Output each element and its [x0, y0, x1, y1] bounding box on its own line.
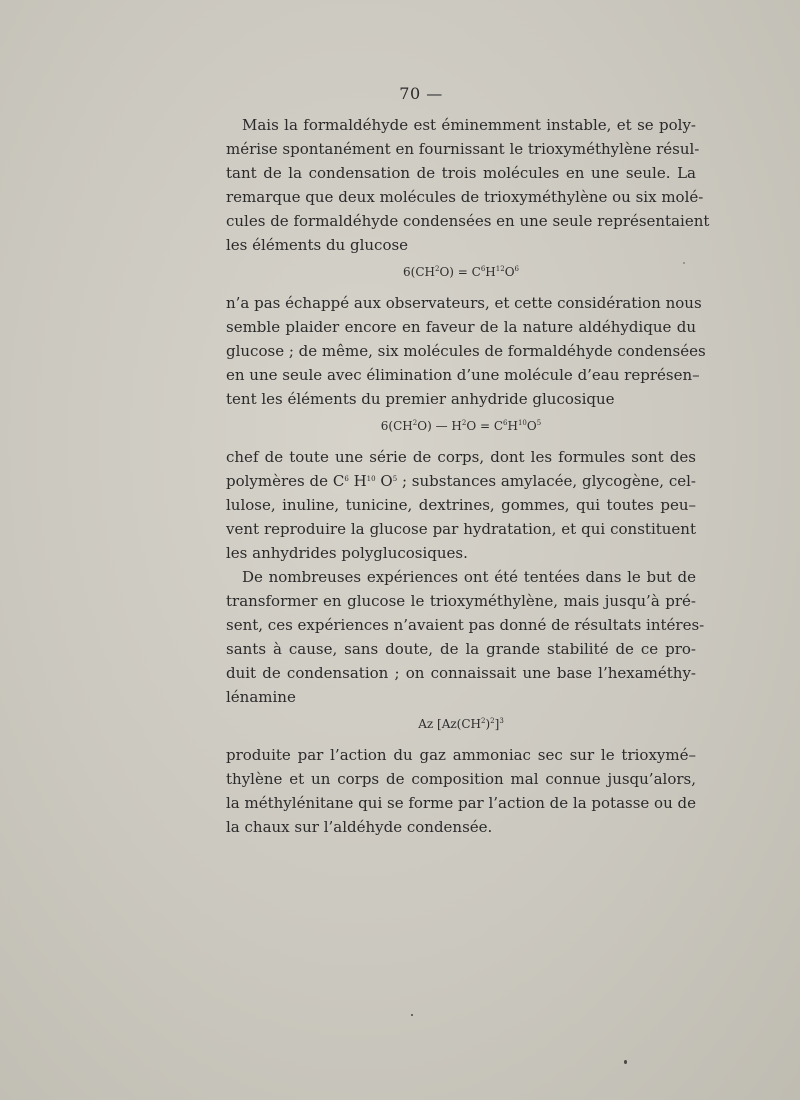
- formula-hexamethylenamine: Az $[Az(CH^2)^2]^3$: [418, 717, 504, 731]
- paragraph-5-line-3: la méthylénitane qui se forme par l’action de la potasse ou de: [226, 794, 696, 812]
- paragraph-4-line-6: lénamine: [226, 688, 296, 706]
- paragraph-4-line-2: transformer en glucose le trioxyméthylène, mais jusqu’à pré-: [226, 592, 696, 610]
- paragraph-2-line-5: tent les éléments du premier anhydride glucosique: [226, 390, 615, 408]
- page-number: 70 —: [399, 84, 443, 103]
- paragraph-1-line-4: remarque que deux molécules de trioxyméthylène ou six molé-: [226, 188, 704, 206]
- paragraph-2-line-1: n’a pas échappé aux observateurs, et cette considération nous: [226, 294, 702, 312]
- paragraph-1-line-5: cules de formaldéhyde condensées en une seule représentaient: [226, 212, 710, 230]
- paragraph-4-line-5: duit de condensation ; on connaissait une base l’hexaméthy-: [226, 664, 696, 682]
- paragraph-3-line-5: les anhydrides polyglucosiques.: [226, 544, 468, 562]
- paragraph-2-line-4: en une seule avec élimination d’une molécule d’eau représen–: [226, 366, 700, 384]
- body-text: [226, 113, 710, 839]
- paper-speck: [624, 1060, 627, 1064]
- paragraph-3-line-4: vent reproduire la glucose par hydratation, et qui constituent: [226, 520, 696, 538]
- paragraph-4-line-4: sants à cause, sans doute, de la grande stabilité de ce pro-: [226, 640, 696, 658]
- paragraph-5-line-1: produite par l’action du gaz ammoniac sec sur le trioxymé–: [226, 746, 696, 764]
- paper-speck: [683, 262, 685, 264]
- paragraph-4-line-1: De nombreuses expériences ont été tentées dans le but de: [242, 568, 696, 586]
- paragraph-3-line-1: chef de toute une série de corps, dont les formules sont des: [226, 448, 696, 466]
- paragraph-3-line-2: polymères de $C^6$ $H^{10}$ $O^5$ ; substances amylacée, glycogène, cel-: [226, 472, 696, 490]
- paragraph-5-line-4: la chaux sur l’aldéhyde condensée.: [226, 818, 493, 836]
- paragraph-2-line-3: glucose ; de même, six molécules de formaldéhyde condensées: [226, 342, 706, 360]
- paragraph-4-line-3: sent, ces expériences n’avaient pas donné de résultats intéres-: [226, 616, 705, 634]
- paragraph-1-line-3: tant de la condensation de trois molécules en une seule. La: [226, 164, 696, 182]
- paper-speck: [411, 1014, 413, 1016]
- paragraph-1-line-1: Mais la formaldéhyde est éminemment instable, et se poly-: [242, 116, 696, 134]
- formula-glucose: $6(CH^2O) = C^6H^{12}O^6$: [403, 265, 519, 279]
- paragraph-2-line-2: semble plaider encore en faveur de la nature aldéhydique du: [226, 318, 696, 336]
- formula-anhydride: $6(CH^2O)$ — $H^2O = C^6H^{10}O^5$: [380, 419, 542, 433]
- paragraph-3-line-3: lulose, inuline, tunicine, dextrines, gommes, qui toutes peu–: [226, 496, 696, 514]
- paragraph-5-line-2: thylène et un corps de composition mal connue jusqu’alors,: [226, 770, 696, 788]
- paragraph-1-line-6: les éléments du glucose: [226, 236, 409, 254]
- paragraph-1-line-2: mérise spontanément en fournissant le trioxyméthylène résul-: [226, 140, 700, 158]
